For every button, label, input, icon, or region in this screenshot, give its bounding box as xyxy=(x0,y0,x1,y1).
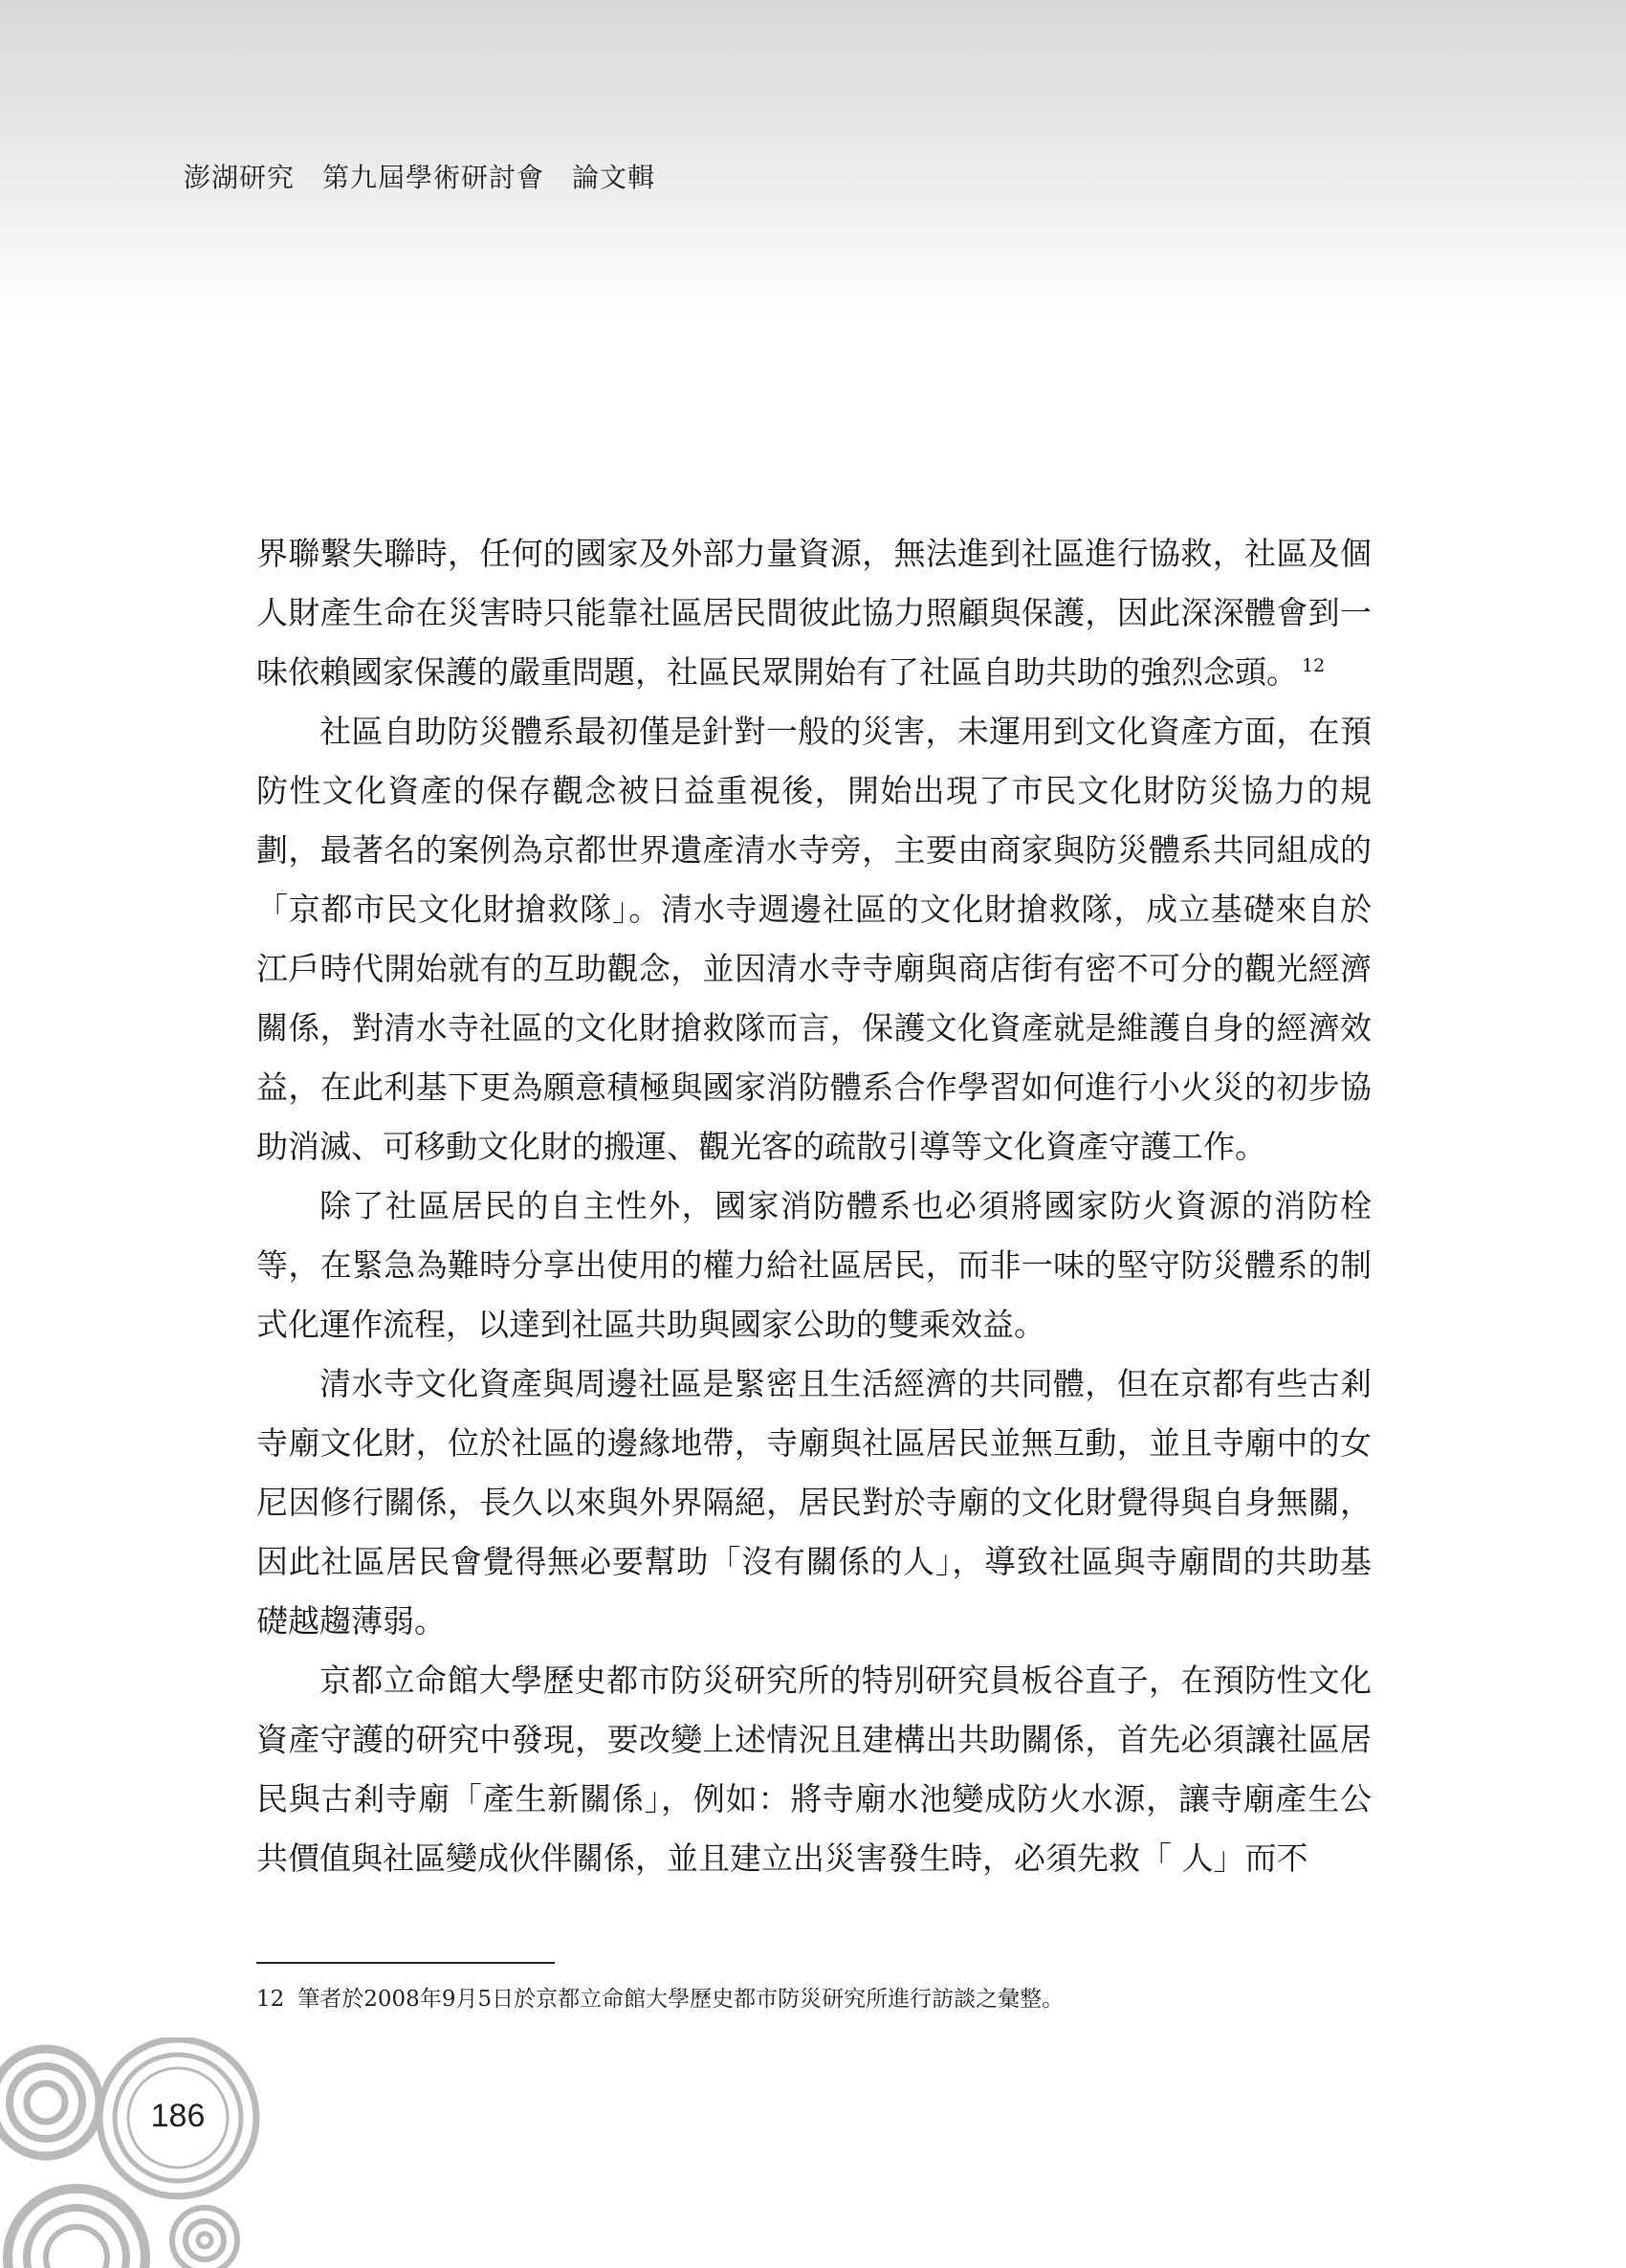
footnote-number: 12 xyxy=(256,1987,285,2012)
paragraph-1-text: 界聯繫失聯時，任何的國家及外部力量資源，無法進到社區進行協救，社區及個人財產生命在災害時只能靠社區居民間彼此協力照顧與保護，因此深深體會到一味依賴國家保護的嚴重問題，社區民眾開始有了社區自助共助的強烈念頭。 xyxy=(256,535,1372,691)
ring-icon xyxy=(46,2227,107,2268)
ring-icon xyxy=(27,2083,65,2122)
running-head: 澎湖研究 第九屆學術研討會 論文輯 xyxy=(184,162,656,193)
footnote-reference[interactable]: 12 xyxy=(1302,655,1326,676)
ring-icon xyxy=(10,2066,82,2139)
footnote xyxy=(256,1982,1372,2016)
footnote-text: 筆者於2008年9月5日於京都立命館大學歷史都市防災研究所進行訪談之彙整。 xyxy=(297,1987,1065,2012)
ring-icon xyxy=(186,2221,224,2259)
paragraph-4: 清水寺文化資產與周邊社區是緊密且生活經濟的共同體，但在京都有些古剎寺廟文化財，位於社區的邊緣地帶，寺廟與社區居民並無互動，並且寺廟中的女尼因修行關係，長久以來與外界隔絕，居民對於寺廟的文化財覺得與自身無關，因此社區居民會覺得無必要幫助「沒有關係的人」，導致社區與寺廟間的共助基礎越趨薄弱。 xyxy=(256,1365,1372,1640)
paragraph-1 xyxy=(256,524,1372,702)
ring-icon xyxy=(198,2234,211,2247)
ring-icon xyxy=(27,2208,126,2268)
footnote-divider xyxy=(256,1962,555,1964)
paragraph-2: 社區自助防災體系最初僅是針對一般的災害，未運用到文化資產方面，在預防性文化資產的保存觀念被日益重視後，開始出現了市民文化財防災協力的規劃，最著名的案例為京都世界遺產清水寺旁，主要由商家與防災體系共同組成的「京都市民文化財搶救隊」。清水寺週邊社區的文化財搶救隊，成立基礎來自於江戶時代開始就有的互助觀念，並因清水寺寺廟與商店街有密不可分的觀光經濟關係，對清水寺社區的文化財搶救隊而言，保護文化資產就是維護自身的經濟效益，在此利基下更為願意積極與國家消防體系合作學習如何進行小火災的初步協助消滅、可移動文化財的搬運、觀光客的疏散引導等文化資產守護工作。 xyxy=(256,713,1372,1165)
body-text xyxy=(256,524,1372,1888)
page-number: 186 xyxy=(150,2098,206,2134)
paragraph-3: 除了社區居民的自主性外，國家消防體系也必須將國家防火資源的消防栓等，在緊急為難時分享出使用的權力給社區居民，而非一味的堅守防災體系的制式化運作流程，以達到社區共助與國家公助的雙乘效益。 xyxy=(256,1187,1372,1343)
concentric-rings-ornament xyxy=(0,2037,306,2268)
paragraph-5: 京都立命館大學歷史都市防災研究所的特別研究員板谷直子，在預防性文化資產守護的研究中發現，要改變上述情況且建構出共助關係，首先必須讓社區居民與古剎寺廟「產生新關係」，例如：將寺廟水池變成防火水源，讓寺廟產生公共價值與社區變成伙伴關係，並且建立出災害發生時，必須先救「 人」而不 xyxy=(256,1662,1372,1877)
